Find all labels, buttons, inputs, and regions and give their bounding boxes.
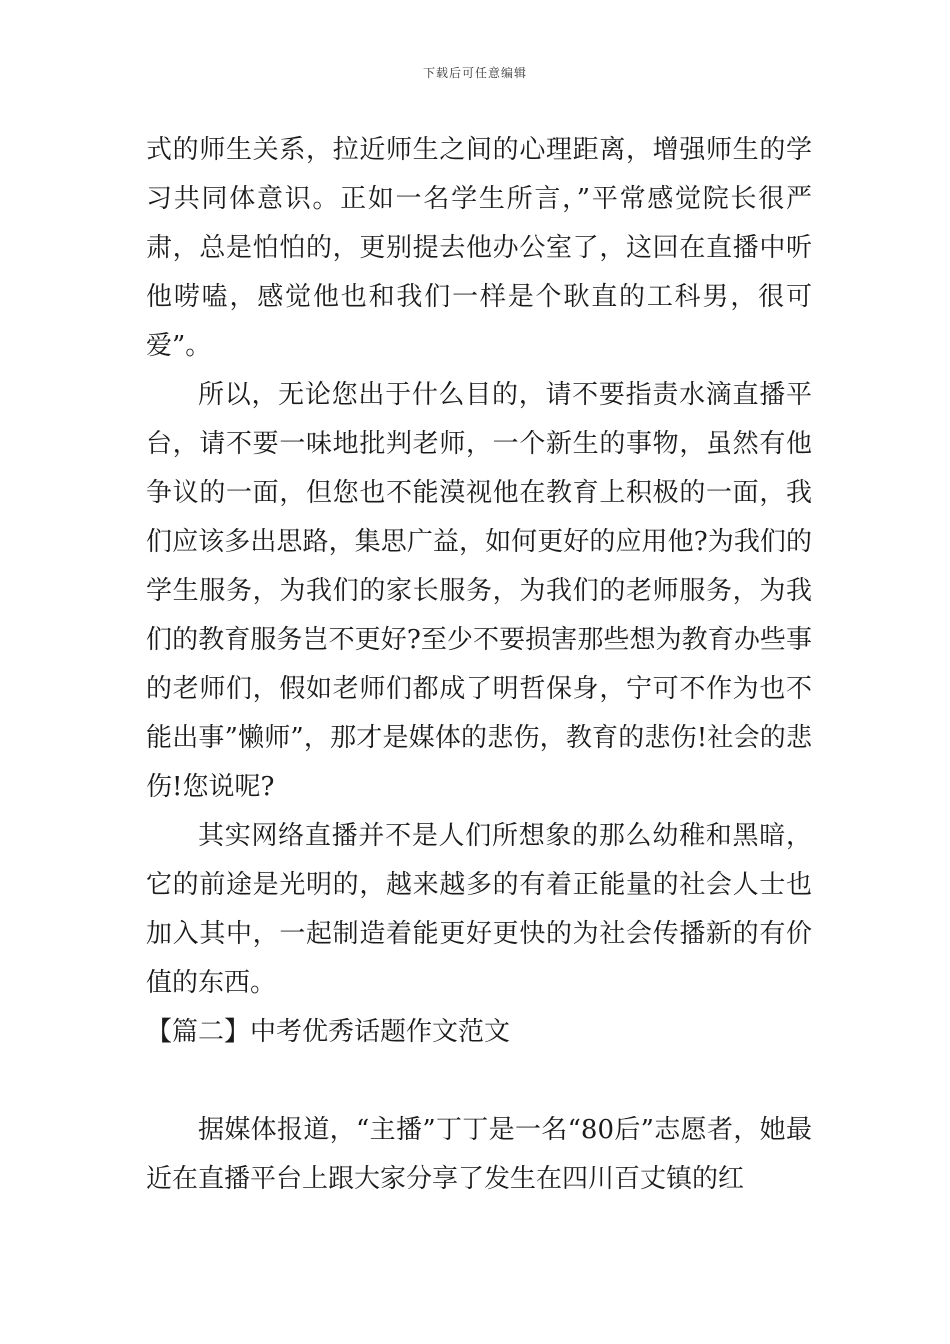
section-title: 【篇二】中考优秀话题作文范文 (146, 1017, 511, 1047)
paragraph-2: 所以，无论您出于什么目的，请不要指责水滴直播平台，请不要一味地批判老师，一个新生的事物，虽然有他争议的一面，但您也不能漠视他在教育上积极的一面，我们应该多出思路，集思广益，如何更好的应用他?为我们的学生服务，为我们的家长服务，为我们的老师服务，为我们的教育服务岂不更好?至少不要损害那些想为教育办些事的老师们，假如老师们都成了明哲保身，宁可不作为也不能出事”懒师”，那才是媒体的悲伤，教育的悲伤!社会的悲伤!您说呢? (146, 380, 812, 802)
document-body (146, 126, 812, 1204)
paragraph-continued: 式的师生关系，拉近师生之间的心理距离，增强师生的学习共同体意识。正如一名学生所言，”平常感觉院长很严肃，总是怕怕的，更别提去他办公室了，这回在直播中听他唠嗑，感觉他也和我们一样是个耿直的工科男，很可爱”。 (146, 135, 812, 361)
paragraph-4: 据媒体报道，“主播”丁丁是一名“80后”志愿者，她最近在直播平台上跟大家分享了发生在四川百丈镇的红 (146, 1115, 812, 1194)
page-header: 下载后可任意编辑 (422, 66, 527, 80)
blank-line (146, 1057, 812, 1106)
paragraph-3: 其实网络直播并不是人们所想象的那么幼稚和黑暗，它的前途是光明的，越来越多的有着正能量的社会人士也加入其中，一起制造着能更好更快的为社会传播新的有价值的东西。 (146, 821, 812, 998)
